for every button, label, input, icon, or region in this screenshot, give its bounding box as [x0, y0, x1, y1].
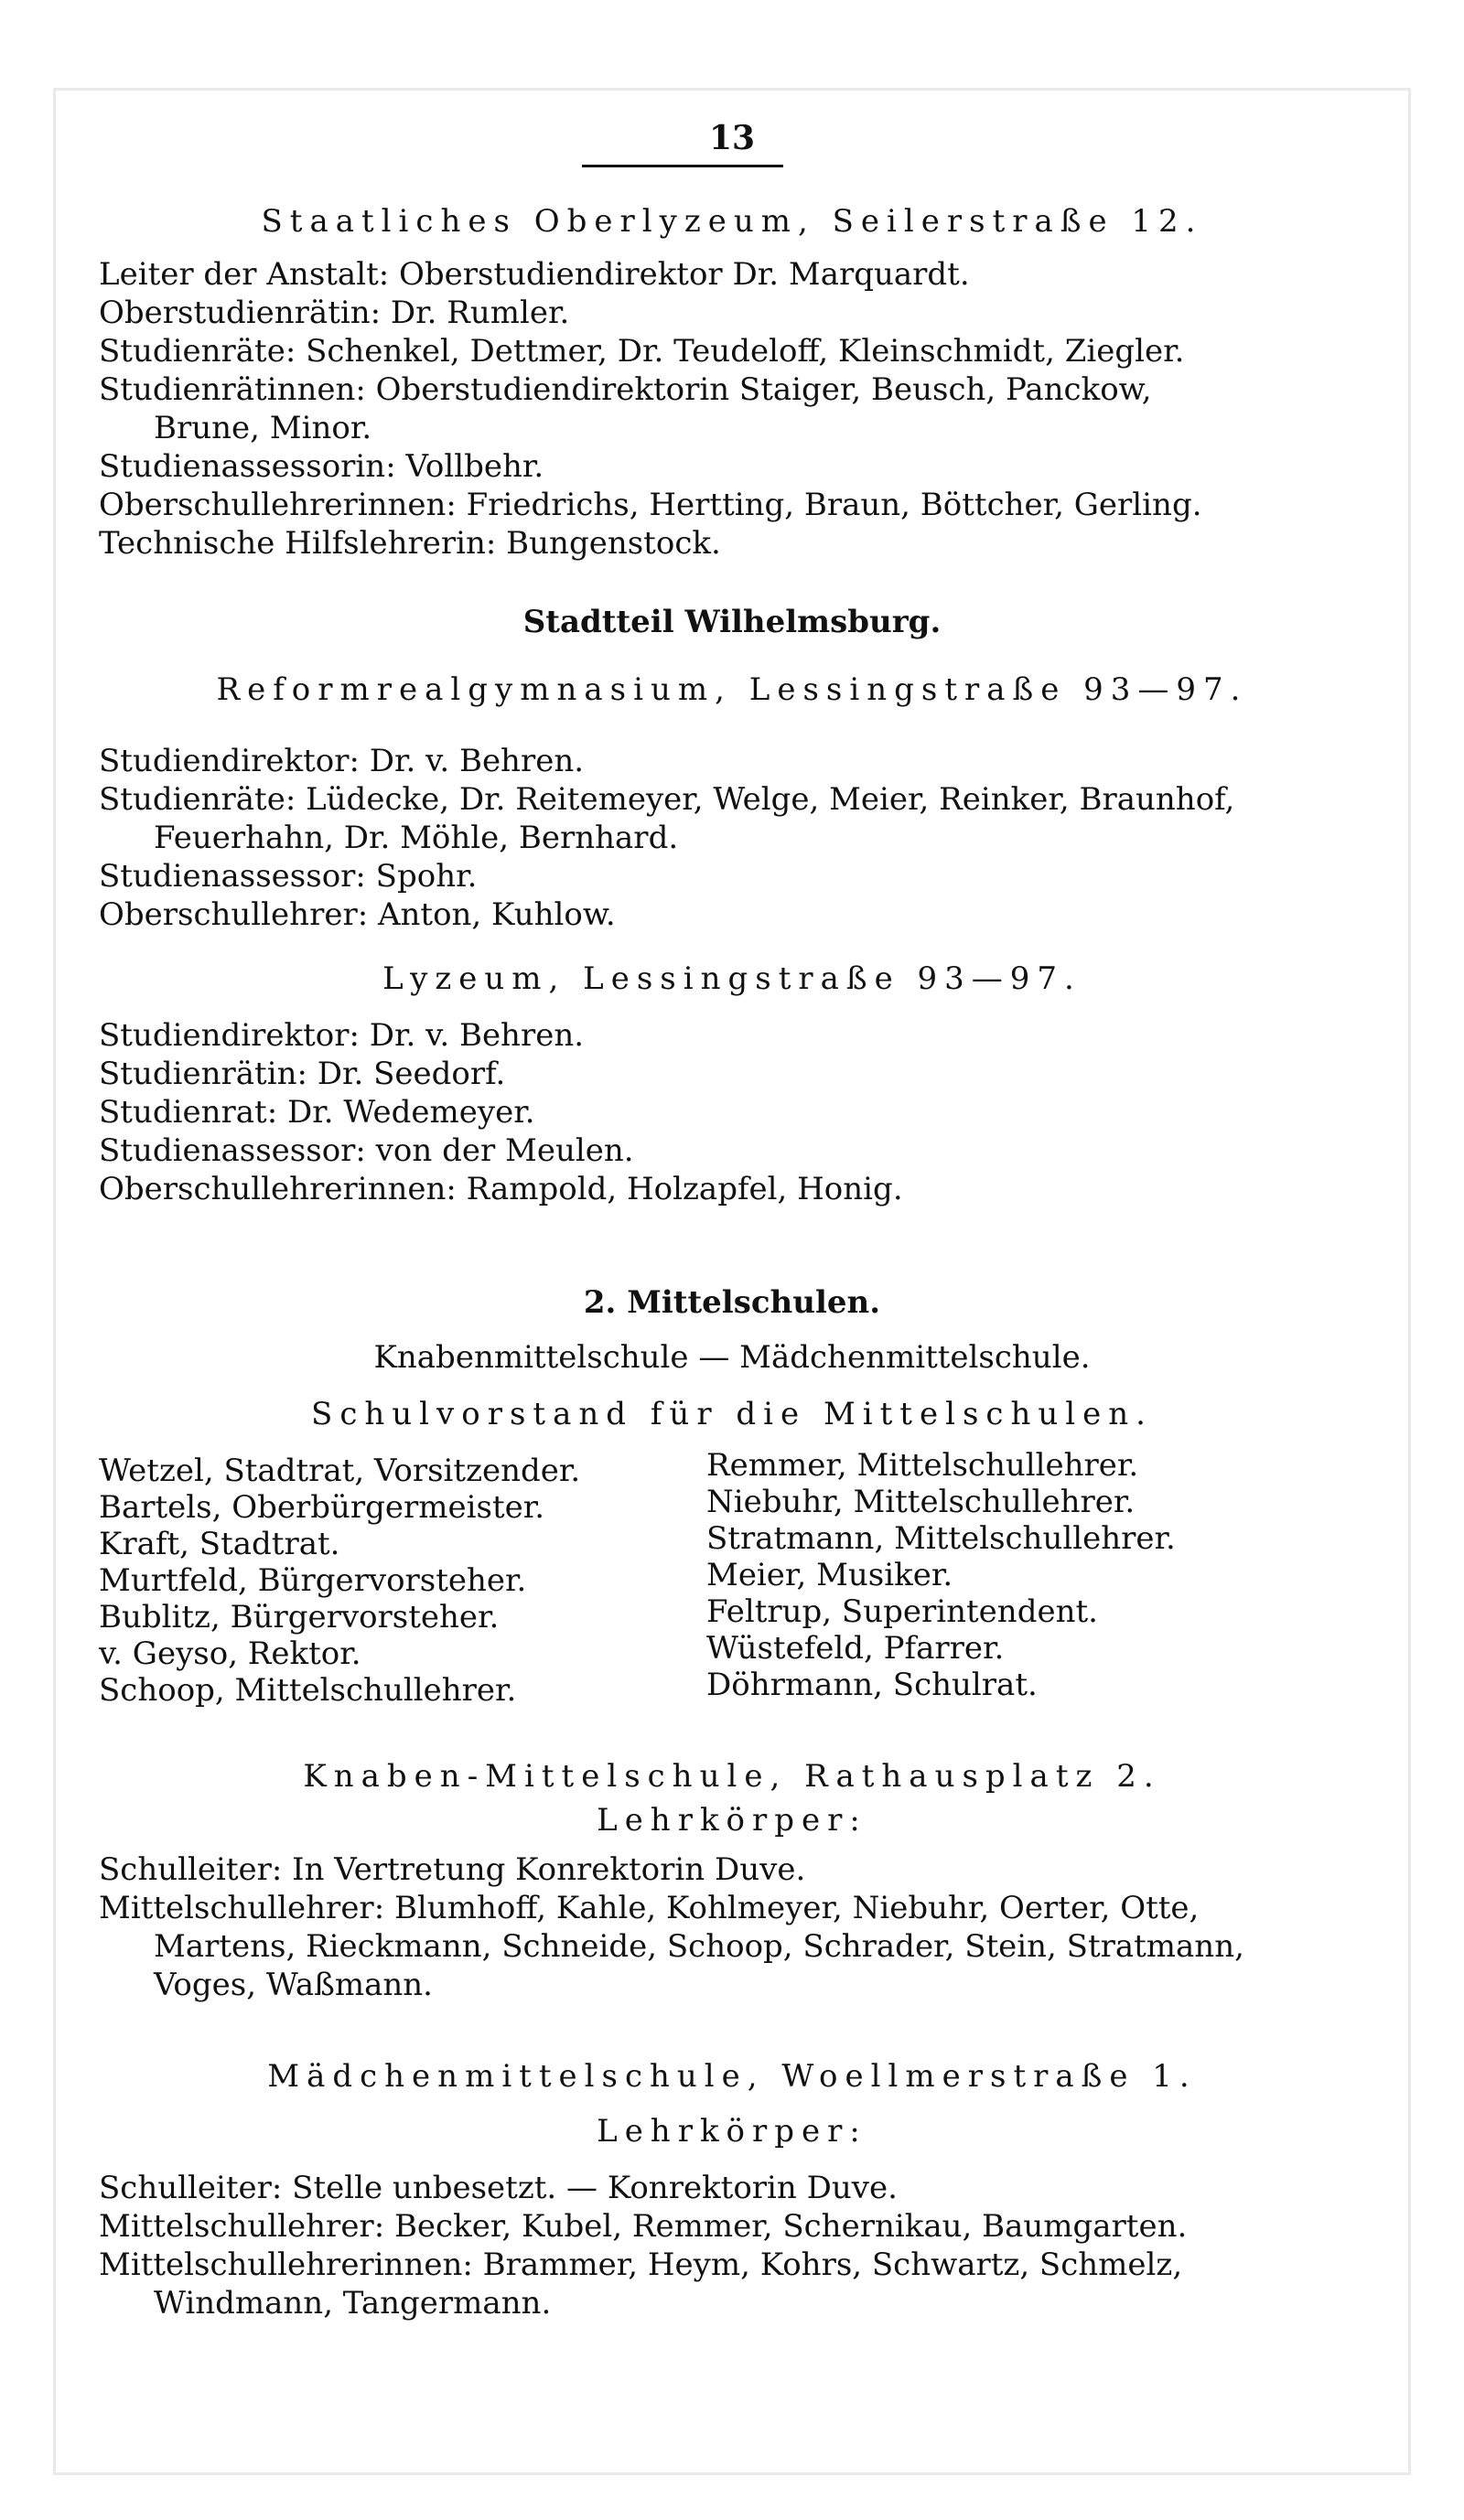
section-title-oberlyzeum: Staatliches Oberlyzeum, Seilerstraße 12.	[261, 203, 1203, 240]
text-line: Oberstudienrätin: Dr. Rumler.	[99, 295, 570, 331]
board-member-left: Schoop, Mittelschullehrer.	[99, 1672, 517, 1709]
text-line: Studiendirektor: Dr. v. Behren.	[99, 743, 585, 779]
section-subheading-lehrkoerper: Lehrkörper:	[597, 2113, 867, 2150]
text-line: Oberschullehrerinnen: Rampold, Holzapfel, Honig.	[99, 1171, 903, 1207]
board-member-right: Meier, Musiker.	[706, 1557, 953, 1593]
text-line: Martens, Rieckmann, Schneide, Schoop, Schrader, Stein, Stratmann,	[154, 1928, 1244, 1965]
text-line: Oberschullehrerinnen: Friedrichs, Hertting, Braun, Böttcher, Gerling.	[99, 487, 1202, 523]
text-line: Studienassessor: Spohr.	[99, 858, 478, 895]
board-title: Schulvorstand für die Mittelschulen.	[311, 1396, 1153, 1432]
text-line: Schulleiter: Stelle unbesetzt. — Konrektorin Duve.	[99, 2170, 898, 2206]
board-member-left: Wetzel, Stadtrat, Vorsitzender.	[99, 1453, 581, 1489]
board-member-right: Remmer, Mittelschullehrer.	[706, 1447, 1139, 1484]
text-line: Mittelschullehrerinnen: Brammer, Heym, Kohrs, Schwartz, Schmelz,	[99, 2247, 1183, 2283]
text-line: Feuerhahn, Dr. Möhle, Bernhard.	[154, 820, 679, 856]
text-line: Studienräte: Schenkel, Dettmer, Dr. Teudeloff, Kleinschmidt, Ziegler.	[99, 333, 1185, 370]
section-heading-wilhelmsburg: Stadtteil Wilhelmsburg.	[522, 604, 942, 640]
section-subheading-lehrkoerper: Lehrkörper:	[597, 1802, 867, 1839]
board-member-left: Murtfeld, Bürgervorsteher.	[99, 1562, 527, 1599]
board-member-right: Niebuhr, Mittelschullehrer.	[706, 1484, 1136, 1520]
board-member-right: Wüstefeld, Pfarrer.	[706, 1630, 1005, 1667]
text-line: Studienassessorin: Vollbehr.	[99, 448, 544, 485]
text-line: Studienrätinnen: Oberstudiendirektorin Staiger, Beusch, Panckow,	[99, 371, 1152, 408]
text-line: Technische Hilfslehrerin: Bungenstock.	[99, 525, 721, 562]
board-member-right: Döhrmann, Schulrat.	[706, 1667, 1038, 1703]
page-number-rule	[582, 165, 783, 167]
text-line: Mittelschullehrer: Blumhoff, Kahle, Kohlmeyer, Niebuhr, Oerter, Otte,	[99, 1890, 1200, 1926]
text-line: Studiendirektor: Dr. v. Behren.	[99, 1017, 585, 1054]
board-member-left: Bublitz, Bürgervorsteher.	[99, 1599, 500, 1635]
board-member-left: v. Geyso, Rektor.	[99, 1635, 361, 1672]
text-line: Leiter der Anstalt: Oberstudiendirektor Dr. Marquardt.	[99, 256, 970, 293]
text-line: Studienrätin: Dr. Seedorf.	[99, 1056, 506, 1092]
page-number: 13	[708, 119, 756, 157]
board-member-left: Bartels, Oberbürgermeister.	[99, 1489, 545, 1526]
text-line: Studienräte: Lüdecke, Dr. Reitemeyer, Welge, Meier, Reinker, Braunhof,	[99, 781, 1235, 818]
board-member-right: Stratmann, Mittelschullehrer.	[706, 1520, 1176, 1557]
text-line: Oberschullehrer: Anton, Kuhlow.	[99, 896, 616, 933]
board-member-left: Kraft, Stadtrat.	[99, 1526, 340, 1562]
section-title-lyzeum: Lyzeum, Lessingstraße 93—97.	[382, 960, 1082, 997]
board-member-right: Feltrup, Superintendent.	[706, 1593, 1098, 1630]
section-title-reformrealgymnasium: Reformrealgymnasium, Lessingstraße 93—97.	[216, 671, 1248, 708]
section-subtitle: Knabenmittelschule — Mädchenmittelschule.	[373, 1339, 1091, 1376]
section-title-knaben-mittelschule: Knaben-Mittelschule, Rathausplatz 2.	[303, 1758, 1161, 1795]
text-line: Voges, Waßmann.	[154, 1967, 433, 2003]
text-line: Brune, Minor.	[154, 410, 372, 446]
text-line: Schulleiter: In Vertretung Konrektorin Duve.	[99, 1851, 806, 1888]
text-line: Mittelschullehrer: Becker, Kubel, Remmer, Schernikau, Baumgarten.	[99, 2208, 1188, 2245]
text-line: Studienassessor: von der Meulen.	[99, 1132, 634, 1169]
section-heading-mittelschulen: 2. Mittelschulen.	[583, 1284, 881, 1321]
text-line: Studienrat: Dr. Wedemeyer.	[99, 1094, 535, 1131]
section-title-maedchenmittelschule: Mädchenmittelschule, Woellmerstraße 1.	[267, 2058, 1197, 2095]
text-line: Windmann, Tangermann.	[154, 2285, 552, 2322]
